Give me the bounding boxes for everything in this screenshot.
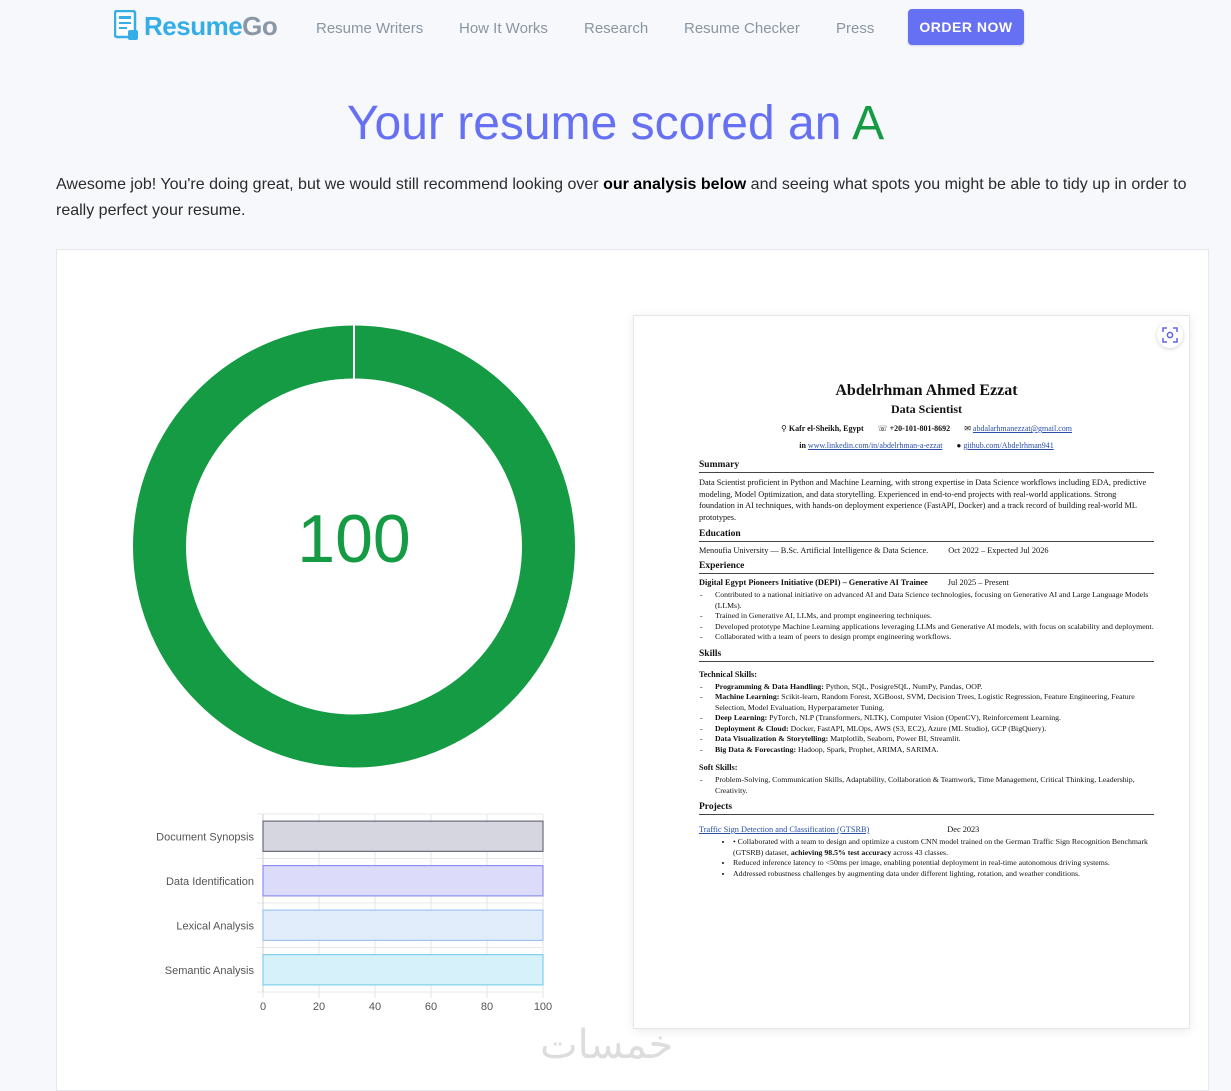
x-tick-label: 60 bbox=[424, 1001, 438, 1010]
project-date: Dec 2023 bbox=[947, 825, 980, 834]
resume-section-education: Education bbox=[699, 529, 1154, 542]
resume-logo-icon bbox=[114, 10, 140, 42]
nav-link-resume-writers[interactable]: Resume Writers bbox=[316, 20, 424, 37]
resume-phone: +20-101-801-8692 bbox=[889, 424, 951, 433]
project-row bbox=[699, 825, 1154, 834]
soft-skills-list bbox=[699, 775, 1154, 796]
experience-date: Jul 2025 – Present bbox=[947, 578, 1009, 587]
education-date: Oct 2022 – Expected Jul 2026 bbox=[948, 546, 1049, 555]
project-text: • Collaborated with a team to design and optimize a custom CNN model trained on the German Traffic Sign Recognition Benchmark (GTSRB) dataset, bbox=[733, 837, 1148, 857]
resume-name: Abdelrhman Ahmed Ezzat bbox=[835, 382, 1018, 399]
list-item bbox=[715, 692, 1154, 713]
y-category-label: Lexical Analysis bbox=[176, 920, 254, 933]
bar-document-synopsis bbox=[263, 821, 543, 851]
soft-skills-label: Soft Skills: bbox=[699, 763, 738, 772]
skill-key: Deep Learning: bbox=[715, 713, 768, 722]
location-pin-icon: ⚲ bbox=[781, 424, 787, 433]
list-item bbox=[715, 724, 1154, 735]
list-item bbox=[715, 745, 1154, 756]
grade-letter: A bbox=[852, 97, 885, 150]
list-item bbox=[715, 734, 1154, 745]
logo-text-accent: Go bbox=[242, 10, 278, 41]
x-tick-label: 20 bbox=[312, 1001, 326, 1010]
skill-key: Programming & Data Handling: bbox=[715, 681, 824, 691]
list-item bbox=[733, 858, 1154, 869]
resume-job-title: Data Scientist bbox=[891, 402, 962, 416]
logo-text-main: Resume bbox=[144, 10, 243, 41]
bar-data-identification bbox=[263, 866, 543, 896]
intro-text-bold: our analysis below bbox=[603, 176, 747, 193]
intro-paragraph bbox=[56, 172, 1216, 224]
resume-section-summary: Summary bbox=[699, 460, 1154, 473]
zoom-preview-button[interactable] bbox=[1157, 322, 1183, 348]
list-item: - Contributed to a national initiative on advanced AI and Data Science technologies, focusing on Generative AI and Large Language Models (LLMs). bbox=[715, 590, 1154, 611]
y-category-label: Document Synopsis bbox=[156, 831, 254, 844]
list-item bbox=[715, 713, 1154, 724]
nav-link-how-it-works[interactable]: How It Works bbox=[459, 20, 548, 37]
bar-semantic-analysis bbox=[263, 955, 543, 985]
skill-key: Machine Learning: bbox=[715, 692, 780, 701]
education-text: Menoufia University — B.Sc. Artificial Intelligence & Data Science. bbox=[699, 546, 929, 555]
resume-contact bbox=[699, 420, 1154, 454]
skill-value: PyTorch, NLP (Transformers, NLTK), Computer Vision (OpenCV), Reinforcement Learning. bbox=[767, 713, 1061, 722]
experience-title: Digital Egypt Pioneers Initiative (DEPI) – Generative AI Trainee bbox=[699, 578, 928, 587]
y-category-label: Data Identification bbox=[165, 875, 254, 888]
resume-section-experience: Experience bbox=[699, 561, 1154, 574]
page-title bbox=[0, 96, 1231, 151]
skill-key: Deployment & Cloud: bbox=[715, 723, 789, 733]
github-icon: ● bbox=[956, 441, 962, 450]
list-item: - Developed prototype Machine Learning applications leveraging LLMs and Generative AI models, with focus on scalability and deployment. bbox=[715, 622, 1154, 633]
resume-github-link[interactable]: github.com/Abdelrhman941 bbox=[963, 441, 1054, 450]
resume-email-link[interactable]: abdalarhmanezzat@gmail.com bbox=[972, 424, 1072, 433]
resume-linkedin-link[interactable]: www.linkedin.com/in/abdelrhman-a-ezzat bbox=[807, 441, 943, 450]
x-tick-label: 80 bbox=[480, 1001, 494, 1010]
nav-link-research[interactable]: Research bbox=[584, 20, 649, 37]
skill-value: Python, SQL, PosigreSQL, NumPy, Pandas, OOP. bbox=[823, 681, 983, 691]
resume-section-projects: Projects bbox=[699, 802, 1154, 815]
x-tick-label: 0 bbox=[259, 1001, 267, 1010]
list-item bbox=[715, 682, 1154, 693]
skill-value: Hadoop, Spark, Prophet, ARIMA, SARIMA. bbox=[796, 744, 939, 754]
project-text: Addressed robustness challenges by augmenting data under different lighting, rotation, and weather conditions. bbox=[733, 868, 1080, 878]
intro-text-start: Awesome job! You're doing great, but we would still recommend looking over bbox=[56, 176, 604, 193]
focus-zoom-icon bbox=[1162, 327, 1178, 343]
y-category-label: Semantic Analysis bbox=[164, 964, 254, 977]
technical-skills-list bbox=[699, 682, 1154, 756]
list-item: - Trained in Generative AI, LLMs, and prompt engineering techniques. bbox=[715, 611, 1154, 622]
project-text: across 43 classes. bbox=[891, 847, 949, 857]
list-item: - Problem-Solving, Communication Skills, Adaptability, Collaboration & Teamwork, Time Management, Critical Thinking, Leadership, Creativity. bbox=[715, 775, 1154, 796]
phone-icon: ☏ bbox=[877, 424, 888, 433]
nav-link-resume-checker[interactable]: Resume Checker bbox=[684, 20, 800, 37]
resume-preview bbox=[633, 315, 1190, 1029]
bar-lexical-analysis bbox=[263, 910, 543, 940]
education-row bbox=[699, 546, 1154, 555]
skill-key: Big Data & Forecasting: bbox=[715, 744, 797, 754]
top-navbar bbox=[0, 0, 1231, 58]
linkedin-icon: in bbox=[799, 441, 806, 450]
experience-row bbox=[699, 578, 1154, 587]
experience-list bbox=[699, 590, 1154, 643]
skill-value: Scikit-learn, Random Forest, XGBoost, SVM, Decision Trees, Logistic Regression, Feature Engineering, Feature Selection, Model Evaluation, Hyperparameter Tuning. bbox=[715, 692, 1135, 712]
nav-link-press[interactable]: Press bbox=[836, 20, 875, 37]
score-value: 100 bbox=[297, 501, 411, 577]
resume-summary-text: Data Scientist proficient in Python and Machine Learning, with strong expertise in Data Science workflows including EDA, predictive modeling, Model Optimization, and data storytelling. Experienced in end-to-end projects with real-world applications. Strong foundation in AI techniques, with hands-on deployment experience (FastAPI, Docker) and a track record of building real-world ML prototypes. bbox=[699, 478, 1147, 522]
list-item: - Collaborated with a team of peers to design prompt engineering workflows. bbox=[715, 632, 1154, 643]
email-icon: ✉ bbox=[964, 424, 971, 433]
resumego-logo[interactable] bbox=[114, 10, 277, 42]
skill-key: Data Visualization & Storytelling: bbox=[715, 734, 829, 743]
list-item bbox=[733, 869, 1154, 880]
skill-value: Docker, FastAPI, MLOps, AWS (S3, EC2), Azure (ML Studio), GCP (BigQuery). bbox=[788, 723, 1047, 733]
resume-location: Kafr el-Sheikh, Egypt bbox=[788, 424, 864, 433]
intro-text-end: and seeing what spots you might be able to tidy up in order to really perfect your resume. bbox=[56, 176, 1187, 219]
technical-skills-label: Technical Skills: bbox=[699, 669, 758, 679]
project-title-link[interactable]: Traffic Sign Detection and Classification (GTSRB) bbox=[699, 825, 870, 834]
list-item bbox=[733, 837, 1154, 858]
x-tick-label: 100 bbox=[533, 1001, 553, 1010]
project-text-bold: achieving 98.5% test accuracy bbox=[790, 847, 892, 857]
khamsat-watermark: خمسات bbox=[540, 1022, 674, 1068]
skill-value: Matplotlib, Seaborn, Power BI, Streamlit. bbox=[828, 734, 961, 743]
analysis-bar-chart bbox=[140, 810, 560, 1010]
title-prefix: Your resume scored an bbox=[346, 97, 853, 150]
project-text: Reduced inference latency to <50ms per image, enabling potential deployment in real-time autonomous driving systems. bbox=[733, 858, 1110, 867]
project-list bbox=[699, 837, 1154, 879]
resume-section-skills: Skills bbox=[699, 649, 1154, 662]
order-now-button[interactable]: ORDER NOW bbox=[908, 9, 1024, 45]
x-tick-label: 40 bbox=[368, 1001, 382, 1010]
